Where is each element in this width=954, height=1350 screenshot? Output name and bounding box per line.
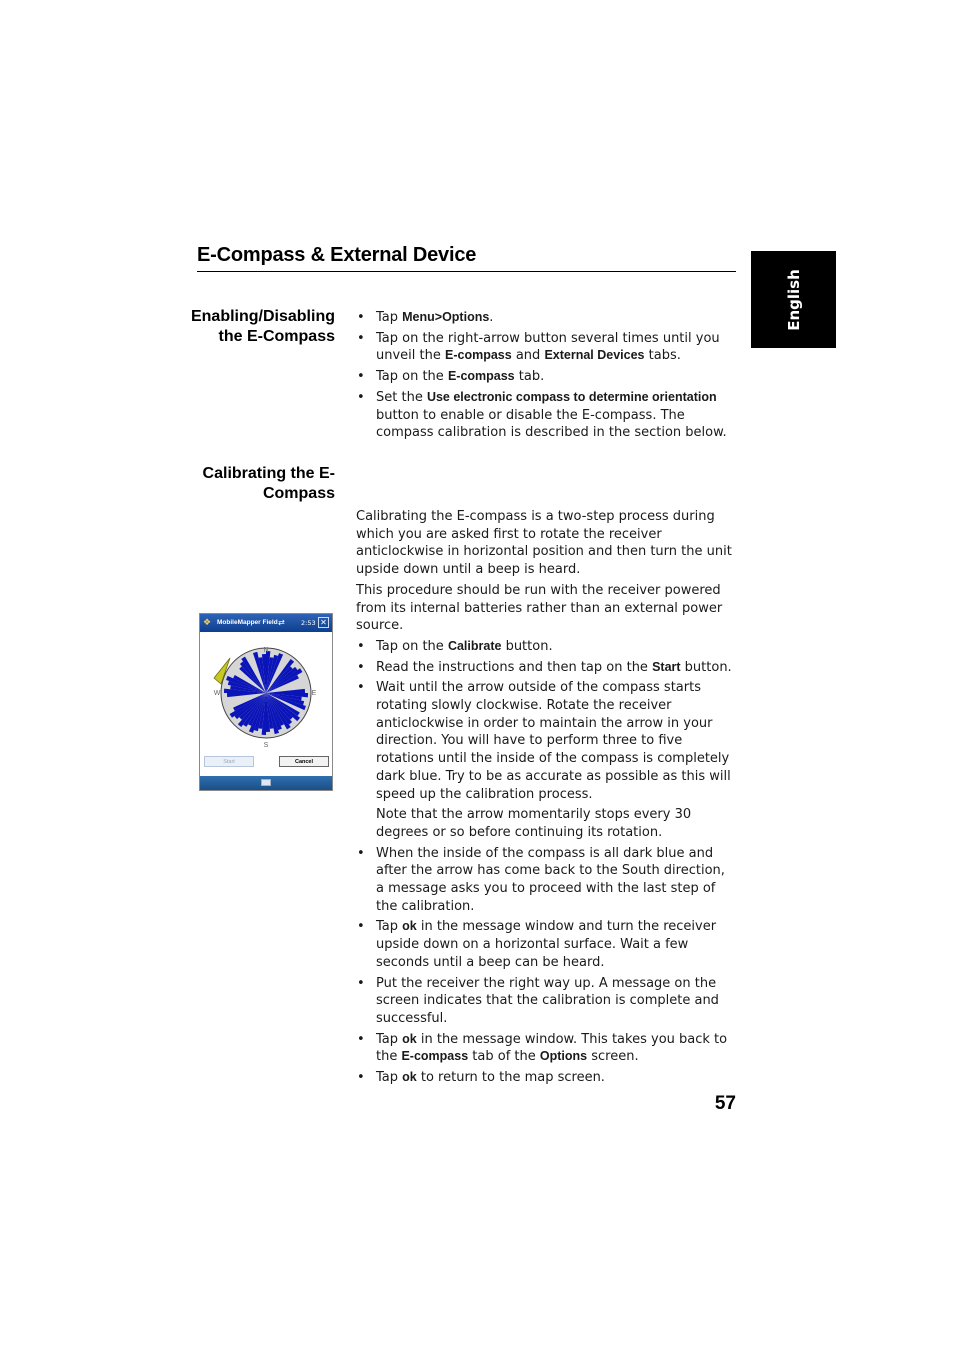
paragraph: This procedure should be run with the receiver powered from its internal batteries rather than an external power source.: [356, 582, 723, 634]
device-screenshot: [199, 613, 333, 791]
list-item: • Put the receiver the right way up. A message on the screen indicates that the calibration is complete and successful.: [356, 975, 736, 1028]
page-number: 57: [714, 1093, 736, 1114]
connectivity-icon: ⇄: [278, 618, 285, 627]
device-softkey-bar: [200, 776, 332, 790]
calibrating-body: [356, 508, 736, 1087]
language-tab-label: English: [784, 268, 803, 331]
cancel-button[interactable]: Cancel: [279, 756, 329, 767]
list-item: • Tap ok in the message window and turn the receiver upside down on a horizontal surface. Wait a few seconds until a beep can be heard.: [356, 918, 736, 971]
compass-label-west: W: [213, 690, 221, 697]
section-title: E-Compass & External Device: [197, 244, 477, 266]
calibrating-heading: Calibrating the E- Compass: [202, 465, 335, 502]
compass-label-east: E: [311, 690, 317, 697]
list-item: • When the inside of the compass is all dark blue and after the arrow has come back to the South direction, a message asks you to proceed with the last step of the calibration.: [356, 845, 736, 916]
list-item: • Tap on the E-compass tab.: [356, 368, 736, 386]
title-rule: [197, 271, 736, 272]
list-item: • Tap ok to return to the map screen.: [356, 1069, 736, 1087]
list-item: • Read the instructions and then tap on the Start button.: [356, 659, 736, 677]
compass-label-north: N: [263, 647, 269, 654]
list-item: • Tap on the right-arrow button several times until you unveil the E-compass and External Devices tabs.: [356, 330, 736, 365]
paragraph: Calibrating the E-compass is a two-step process during which you are asked first to rotate the receiver anticlockwise in horizontal position and then turn the unit upside down until a beep is heard.: [356, 509, 732, 578]
list-item: • Tap ok in the message window. This takes you back to the E-compass tab of the Options screen.: [356, 1031, 736, 1066]
keyboard-icon[interactable]: [261, 779, 271, 786]
note: Note that the arrow momentarily stops every 30 degrees or so before continuing its rotation.: [376, 807, 692, 840]
list-item: • Tap on the Calibrate button.: [356, 638, 736, 656]
list-item: • Set the Use electronic compass to determine orientation button to enable or disable the E-compass. The compass calibration is described in the section below.: [356, 389, 736, 442]
enabling-heading: Enabling/Disabling the E-Compass: [190, 308, 335, 345]
compass-graphic: [200, 636, 332, 754]
start-button[interactable]: Start: [204, 756, 254, 767]
compass-label-south: S: [263, 742, 269, 749]
windows-logo-icon: ❖: [203, 618, 212, 628]
list-item: • Tap Menu>Options.: [356, 309, 736, 327]
list-item: • Wait until the arrow outside of the compass starts rotating slowly clockwise. Rotate the receiver anticlockwise in order to maintain the arrow in your direction. You will have to perform three to five rotations until the inside of the compass is completely dark blue. Try to be as accurate as possible as this will speed up the calibration process. Note that the arrow momentarily stops every 30 degrees or so before continuing its rotation.: [356, 679, 736, 841]
enabling-steps: [356, 309, 736, 442]
device-window-title: MobileMapper Field: [217, 619, 278, 626]
device-clock: 2:53: [301, 619, 316, 627]
close-icon[interactable]: ✕: [318, 617, 329, 628]
device-titlebar: [200, 614, 332, 632]
language-tab: [751, 251, 836, 348]
